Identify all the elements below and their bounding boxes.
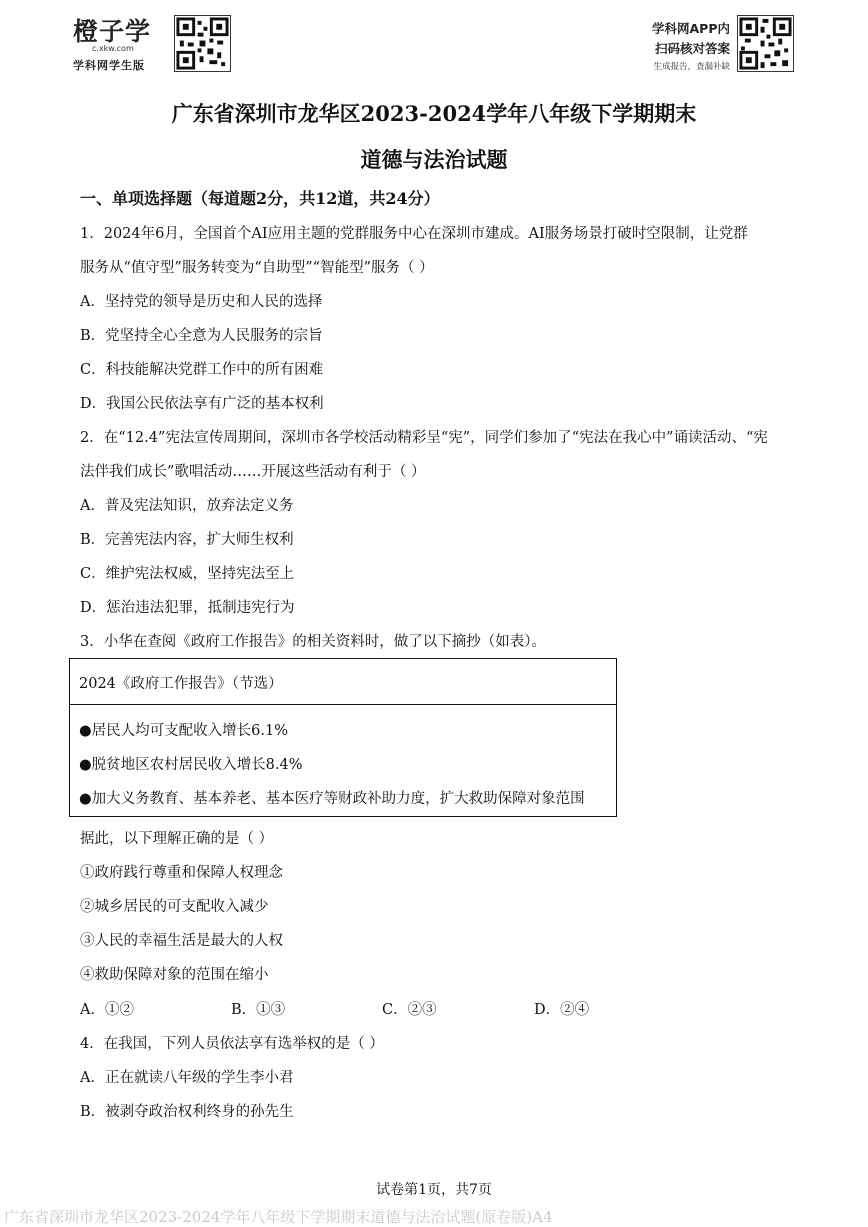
exam-subtitle: 道德与法治试题 bbox=[360, 147, 508, 172]
q2-option-a: A．普及宪法知识，放弃法定义务 bbox=[80, 498, 294, 514]
q3-stem: 3．小华在查阅《政府工作报告》的相关资料时，做了以下摘抄（如表）。 bbox=[80, 634, 546, 650]
logo-text: 橙子学 bbox=[73, 17, 152, 46]
table-row: ●加大义务教育、基本养老、基本医疗等财政补助力度，扩大救助保障对象范围 bbox=[79, 791, 585, 807]
app-scan-line2: 扫码核对答案 bbox=[654, 41, 730, 56]
table-row: ●居民人均可支配收入增长6.1% bbox=[79, 723, 288, 739]
q3-option-c: C．②③ bbox=[382, 1002, 437, 1018]
qr-code-icon bbox=[737, 15, 794, 72]
page-footer: 试卷第1页，共7页 bbox=[376, 1182, 492, 1198]
table-header-row bbox=[70, 659, 616, 705]
qr-code-icon bbox=[174, 15, 231, 72]
q1-option-c: C．科技能解决党群工作中的所有困难 bbox=[80, 362, 324, 378]
exam-title: 广东省深圳市龙华区2023-2024学年八年级下学期期末 bbox=[171, 101, 697, 126]
q3-statement-3: ③人民的幸福生活是最大的人权 bbox=[80, 933, 283, 949]
report-excerpt-table bbox=[69, 658, 617, 817]
q3-option-b: B．①③ bbox=[231, 1002, 286, 1018]
q1-option-a: A．坚持党的领导是历史和人民的选择 bbox=[80, 294, 323, 310]
q2-stem-cont: 法伴我们成长”歌唱活动……开展这些活动有利于（ ） bbox=[80, 464, 426, 480]
q2-stem: 2．在“12.4”宪法宣传周期间，深圳市各学校活动精彩呈“宪”，同学们参加了“宪法在我心中”诵读活动、“宪 bbox=[80, 430, 768, 446]
q3-option-d: D．②④ bbox=[534, 1002, 590, 1018]
q2-option-b: B．完善宪法内容，扩大师生权利 bbox=[80, 532, 294, 548]
q3-prompt: 据此，以下理解正确的是（ ） bbox=[80, 831, 274, 847]
q2-option-d: D．惩治违法犯罪，抵制违宪行为 bbox=[80, 600, 295, 616]
q4-option-a: A．正在就读八年级的学生李小君 bbox=[80, 1070, 294, 1086]
table-row: ●脱贫地区农村居民收入增长8.4% bbox=[79, 757, 303, 773]
q4-stem: 4．在我国，下列人员依法享有选举权的是（ ） bbox=[80, 1036, 384, 1052]
table-header-text: 2024《政府工作报告》（节选） bbox=[79, 676, 283, 692]
q1-option-b: B．党坚持全心全意为人民服务的宗旨 bbox=[80, 328, 323, 344]
q1-stem: 1．2024年6月，全国首个AI应用主题的党群服务中心在深圳市建成。AI服务场景打破时空限制，让党群 bbox=[80, 226, 748, 242]
section-heading: 一、单项选择题（每道题2分，共12道，共24分） bbox=[80, 189, 440, 208]
q3-statement-4: ④救助保障对象的范围在缩小 bbox=[80, 967, 269, 983]
q4-option-b: B．被剥夺政治权利终身的孙先生 bbox=[80, 1104, 294, 1120]
q3-statement-1: ①政府践行尊重和保障人权理念 bbox=[80, 865, 283, 881]
logo-subtitle: 学科网学生版 bbox=[73, 59, 145, 72]
app-scan-line3: 生成报告，查漏补缺 bbox=[653, 62, 730, 72]
q3-statement-2: ②城乡居民的可支配收入减少 bbox=[80, 899, 269, 915]
app-scan-line1: 学科网APP内 bbox=[652, 21, 730, 36]
logo-url: c.xkw.com bbox=[92, 44, 134, 53]
q2-option-c: C．维护宪法权威，坚持宪法至上 bbox=[80, 566, 295, 582]
document-watermark: 广东省深圳市龙华区2023-2024学年八年级下学期期末道德与法治试题(原卷版)A4 bbox=[4, 1208, 553, 1226]
q1-stem-cont: 服务从“值守型”服务转变为“自助型”“智能型”服务（ ） bbox=[80, 260, 434, 276]
q1-option-d: D．我国公民依法享有广泛的基本权利 bbox=[80, 396, 324, 412]
q3-option-a: A．①② bbox=[80, 1002, 134, 1018]
